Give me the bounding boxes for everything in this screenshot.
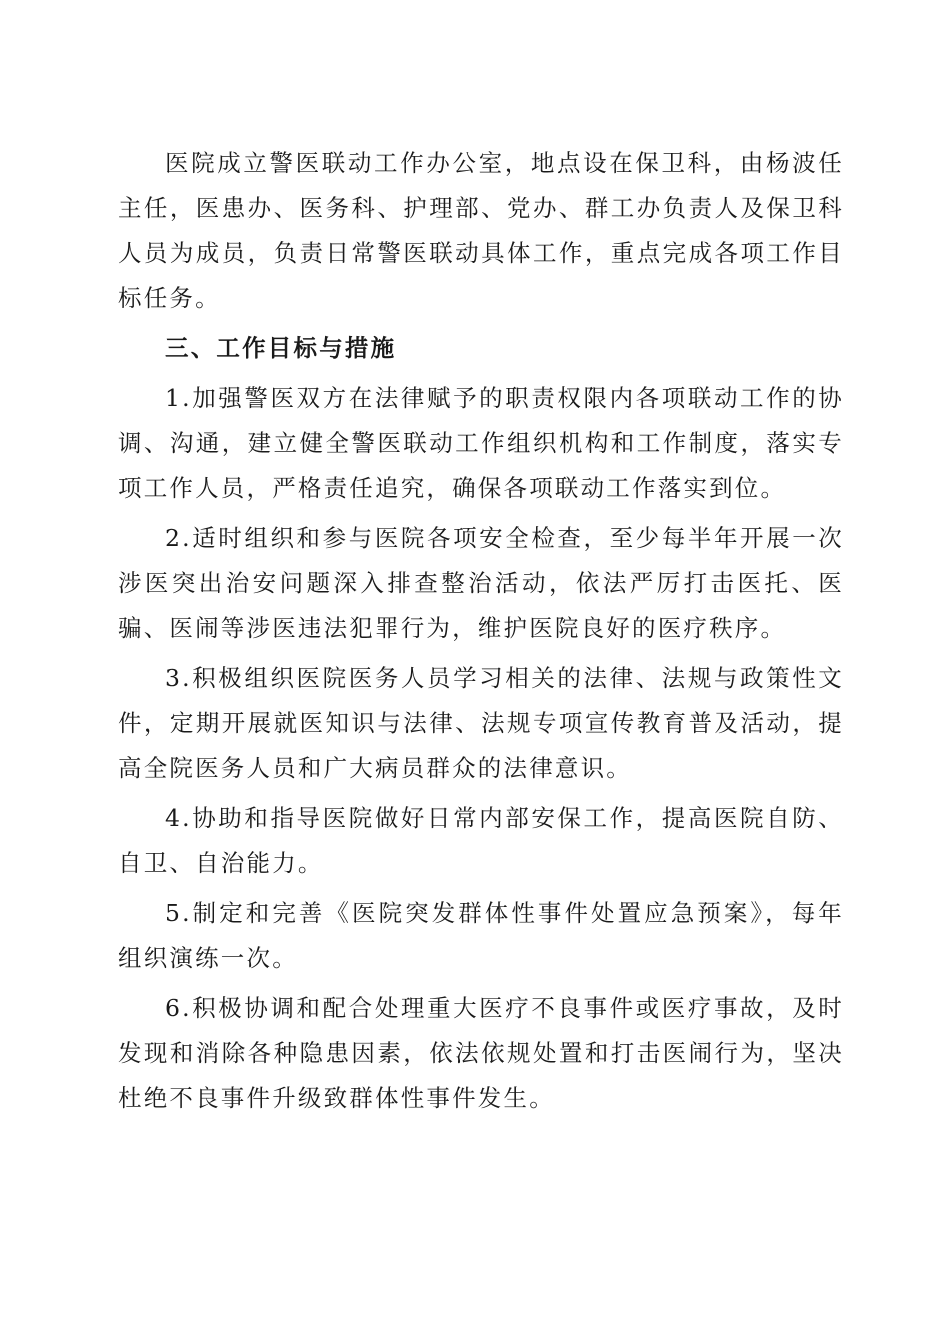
intro-paragraph: 医院成立警医联动工作办公室，地点设在保卫科，由杨波任主任，医患办、医务科、护理部、党办、群工办负责人及保卫科人员为成员，负责日常警医联动具体工作，重点完成各项工作目标任务。 [118, 149, 844, 312]
measure-item-3: 3.积极组织医院医务人员学习相关的法律、法规与政策性文件，定期开展就医知识与法律、法规专项宣传教育普及活动，提高全院医务人员和广大病员群众的法律意识。 [118, 664, 844, 782]
measure-item-1: 1.加强警医双方在法律赋予的职责权限内各项联动工作的协调、沟通，建立健全警医联动工作组织机构和工作制度，落实专项工作人员，严格责任追究，确保各项联动工作落实到位。 [118, 384, 844, 502]
measure-item-6: 6.积极协调和配合处理重大医疗不良事件或医疗事故，及时发现和消除各种隐患因素，依法依规处置和打击医闹行为，坚决杜绝不良事件升级致群体性事件发生。 [118, 994, 844, 1112]
measure-item-2: 2.适时组织和参与医院各项安全检查，至少每半年开展一次涉医突出治安问题深入排查整治活动，依法严厉打击医托、医骗、医闹等涉医违法犯罪行为，维护医院良好的医疗秩序。 [118, 524, 844, 642]
section-heading: 三、工作目标与措施 [165, 334, 397, 362]
measure-item-4: 4.协助和指导医院做好日常内部安保工作，提高医院自防、自卫、自治能力。 [118, 804, 844, 877]
measure-item-5: 5.制定和完善《医院突发群体性事件处置应急预案》，每年组织演练一次。 [118, 899, 844, 972]
document-body [118, 141, 844, 1121]
